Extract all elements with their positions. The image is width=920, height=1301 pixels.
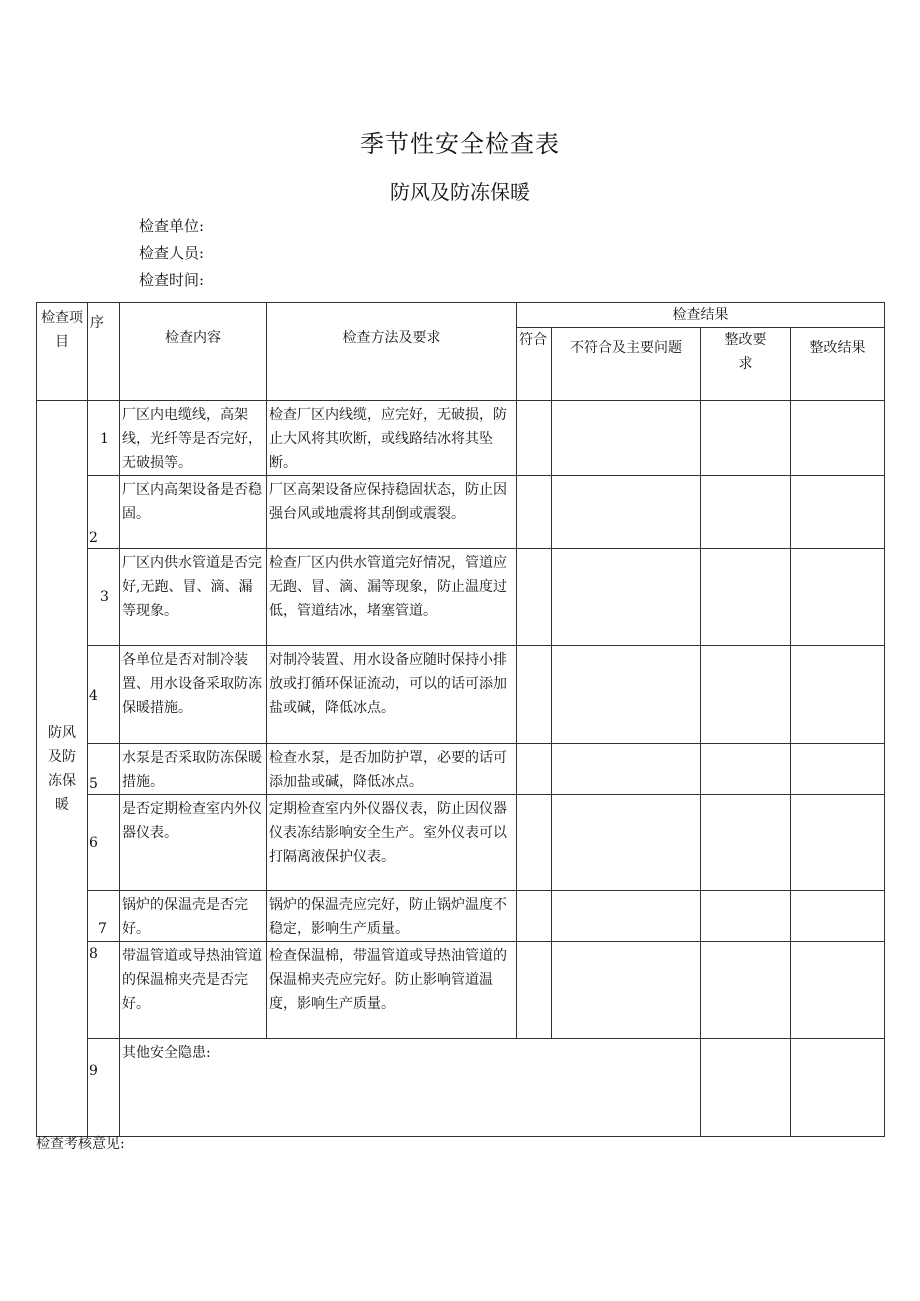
- conform-cell[interactable]: [517, 795, 552, 891]
- nonconform-cell[interactable]: [552, 942, 701, 1039]
- row-number: 6: [88, 795, 120, 891]
- category-label: 防风及防冻保暖: [48, 724, 76, 813]
- header-conform: 符合: [517, 328, 552, 401]
- conform-cell[interactable]: [517, 476, 552, 549]
- table-row: [37, 476, 885, 549]
- row-method: 定期检查室内外仪器仪表，防止因仪器仪表冻结影响安全生产。室外仪表可以打隔离液保护仪表。: [267, 795, 517, 891]
- inspection-time-label: 检查时间:: [139, 271, 205, 289]
- header-rectify-requirement: [701, 328, 791, 401]
- header-seq: 序: [88, 303, 120, 401]
- rectify-requirement-cell[interactable]: [701, 401, 791, 476]
- rectify-requirement-cell[interactable]: [701, 549, 791, 646]
- row-content: 各单位是否对制冷装置、用水设备采取防冻保暖措施。: [120, 646, 267, 744]
- rectify-requirement-cell[interactable]: [701, 942, 791, 1039]
- header-item: 检查项目: [37, 303, 88, 401]
- table-row: [37, 1039, 885, 1137]
- header-content: 检查内容: [120, 303, 267, 401]
- rectify-requirement-cell[interactable]: [701, 744, 791, 795]
- conform-cell[interactable]: [517, 549, 552, 646]
- row-method: 对制冷装置、用水设备应随时保持小排放或打循环保证流动，可以的话可添加盐或碱，降低冰点。: [267, 646, 517, 744]
- rectify-requirement-cell[interactable]: [701, 646, 791, 744]
- rectify-result-cell[interactable]: [791, 795, 885, 891]
- other-hazards-cell[interactable]: 其他安全隐患:: [120, 1039, 701, 1137]
- row-number: 7: [88, 891, 120, 942]
- header-nonconform: 不符合及主要问题: [552, 328, 701, 401]
- row-number: 2: [88, 476, 120, 549]
- rectify-requirement-cell[interactable]: [701, 1039, 791, 1137]
- header-method: 检查方法及要求: [267, 303, 517, 401]
- row-content: 锅炉的保温壳是否完好。: [120, 891, 267, 942]
- rectify-result-cell[interactable]: [791, 744, 885, 795]
- category-cell: [37, 401, 88, 1137]
- header-rectify-req-line1: 整改要: [724, 332, 767, 348]
- conform-cell[interactable]: [517, 744, 552, 795]
- table-row: [37, 891, 885, 942]
- table-row: [37, 795, 885, 891]
- table-row: [37, 549, 885, 646]
- row-method: 检查水泵，是否加防护罩，必要的话可添加盐或碱，降低冰点。: [267, 744, 517, 795]
- rectify-result-cell[interactable]: [791, 891, 885, 942]
- header-result: 检查结果: [517, 303, 885, 328]
- row-content: 厂区内电缆线，高架线，光纤等是否完好，无破损等。: [120, 401, 267, 476]
- nonconform-cell[interactable]: [552, 549, 701, 646]
- nonconform-cell[interactable]: [552, 476, 701, 549]
- conform-cell[interactable]: [517, 942, 552, 1039]
- row-number: 1: [88, 401, 120, 476]
- header-rectify-result: 整改结果: [791, 328, 885, 401]
- rectify-requirement-cell[interactable]: [701, 891, 791, 942]
- row-method: 检查厂区内线缆，应完好，无破损，防止大风将其吹断，或线路结冰将其坠断。: [267, 401, 517, 476]
- row-content: 厂区内供水管道是否完好,无跑、冒、滴、漏等现象。: [120, 549, 267, 646]
- rectify-result-cell[interactable]: [791, 1039, 885, 1137]
- header-rectify-req-line2: 求: [738, 356, 753, 372]
- table-row: [37, 942, 885, 1039]
- rectify-result-cell[interactable]: [791, 646, 885, 744]
- row-content: 带温管道或导热油管道的保温棉夹壳是否完好。: [120, 942, 267, 1039]
- nonconform-cell[interactable]: [552, 891, 701, 942]
- table-row: [37, 646, 885, 744]
- inspection-unit-label: 检查单位:: [139, 217, 205, 235]
- inspection-table: [36, 302, 885, 1137]
- rectify-result-cell[interactable]: [791, 401, 885, 476]
- inspector-label: 检查人员:: [139, 244, 205, 262]
- row-method: 检查保温棉，带温管道或导热油管道的保温棉夹壳应完好。防止影响管道温度，影响生产质量。: [267, 942, 517, 1039]
- page-subtitle: 防风及防冻保暖: [390, 180, 530, 204]
- row-number: 9: [88, 1039, 120, 1137]
- rectify-result-cell[interactable]: [791, 476, 885, 549]
- row-content: 是否定期检查室内外仪器仪表。: [120, 795, 267, 891]
- row-number: 8: [88, 942, 120, 1039]
- row-number: 5: [88, 744, 120, 795]
- conform-cell[interactable]: [517, 401, 552, 476]
- page-title: 季节性安全检查表: [360, 130, 560, 158]
- table-row: [37, 401, 885, 476]
- row-method: 厂区高架设备应保持稳固状态，防止因强台风或地震将其刮倒或震裂。: [267, 476, 517, 549]
- nonconform-cell[interactable]: [552, 646, 701, 744]
- conform-cell[interactable]: [517, 646, 552, 744]
- rectify-requirement-cell[interactable]: [701, 795, 791, 891]
- row-method: 检查厂区内供水管道完好情况，管道应无跑、冒、滴、漏等现象，防止温度过低，管道结冰，堵塞管道。: [267, 549, 517, 646]
- conform-cell[interactable]: [517, 891, 552, 942]
- row-number: 4: [88, 646, 120, 744]
- nonconform-cell[interactable]: [552, 744, 701, 795]
- row-number: 3: [88, 549, 120, 646]
- table-row: [37, 744, 885, 795]
- nonconform-cell[interactable]: [552, 401, 701, 476]
- nonconform-cell[interactable]: [552, 795, 701, 891]
- header-row: [37, 303, 885, 328]
- row-method: 锅炉的保温壳应完好，防止锅炉温度不稳定，影响生产质量。: [267, 891, 517, 942]
- row-content: 厂区内高架设备是否稳固。: [120, 476, 267, 549]
- rectify-result-cell[interactable]: [791, 942, 885, 1039]
- rectify-requirement-cell[interactable]: [701, 476, 791, 549]
- rectify-result-cell[interactable]: [791, 549, 885, 646]
- row-content: 水泵是否采取防冻保暖措施。: [120, 744, 267, 795]
- review-opinion-label: 检查考核意见:: [36, 1136, 125, 1152]
